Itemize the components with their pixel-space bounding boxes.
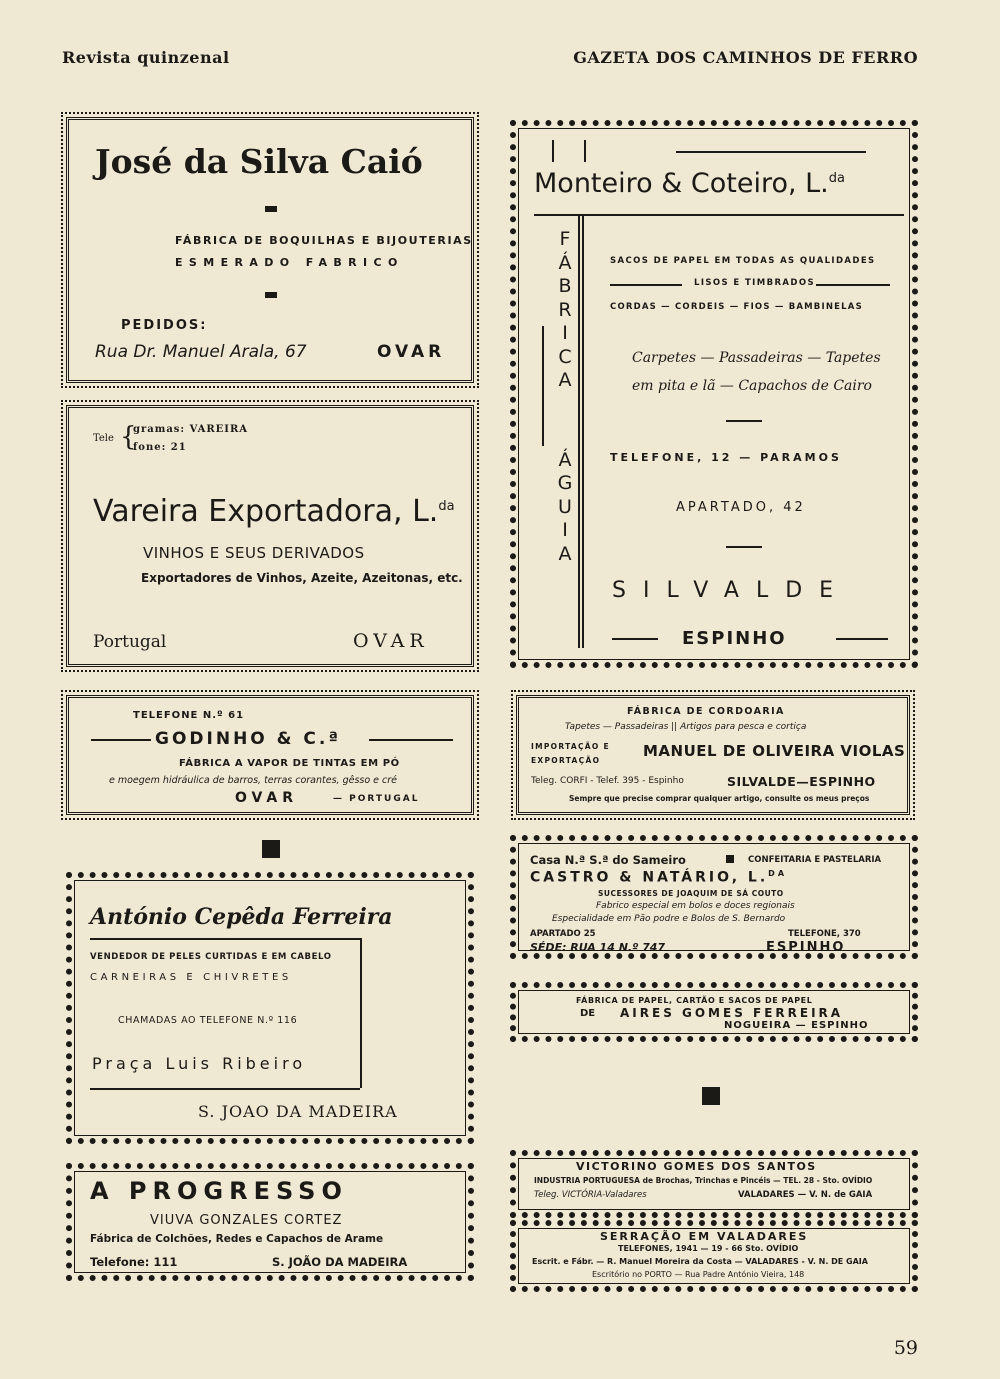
- city: S. JOAO DA MADEIRA: [198, 1102, 398, 1121]
- ad-manuel-de-oliveira-violas: [516, 695, 910, 815]
- tele-label: Tele: [93, 433, 114, 444]
- city: NOGUEIRA — ESPINHO: [724, 1020, 869, 1031]
- separator-square: [702, 1087, 720, 1105]
- note: Sempre que precise comprar qualquer artigo, consulte os meus preços: [569, 794, 870, 803]
- address: Praça Luis Ribeiro: [92, 1054, 307, 1073]
- import: IMPORTAÇÃO E: [531, 742, 610, 751]
- city: S. JOÃO DA MADEIRA: [272, 1255, 408, 1269]
- company-name: António Cepêda Ferreira: [90, 904, 393, 930]
- separator-square: [262, 840, 280, 858]
- company-name: AIRES GOMES FERREIRA: [620, 1006, 844, 1020]
- phone: fone: 21: [133, 442, 187, 453]
- city: OVAR: [377, 342, 446, 362]
- company-name: Monteiro & Coteiro, L.$^{da}$: [534, 168, 845, 199]
- line-sacos: SACOS DE PAPEL EM TODAS AS QUALIDADES: [610, 256, 876, 266]
- line-cordas: CORDAS — CORDEIS — FIOS — BAMBINELAS: [610, 302, 863, 312]
- telegram: gramas: VAREIRA: [133, 424, 249, 435]
- activity: FÁBRICA DE BOQUILHAS E BIJOUTERIAS: [175, 234, 473, 247]
- page-number: 59: [893, 1337, 918, 1359]
- company-name: SERRAÇÃO EM VALADARES: [600, 1230, 809, 1243]
- city: SILVALDE—ESPINHO: [727, 774, 876, 789]
- header-left: Revista quinzenal: [62, 48, 230, 67]
- ad-jose-da-silva-caio: [66, 117, 474, 383]
- address: Rua Dr. Manuel Arala, 67: [95, 342, 307, 362]
- activity: Fábrica de Colchões, Redes e Capachos de Arame: [90, 1233, 384, 1245]
- line-carpetes: Carpetes — Passadeiras — Tapetes: [632, 350, 881, 366]
- ad-a-progresso: [66, 1163, 474, 1281]
- company-name: VICTORINO GOMES DOS SANTOS: [576, 1160, 817, 1173]
- country: Portugal: [93, 632, 167, 652]
- phone: Telefone: 111: [90, 1255, 178, 1269]
- company-name: MANUEL DE OLIVEIRA VIOLAS: [643, 742, 906, 760]
- company-name: Vareira Exportadora, L.$^{da}$: [93, 494, 455, 529]
- owner: VIUVA GONZALES CORTEZ: [150, 1213, 343, 1228]
- vertical-label: F Á B R I C A Á G U I A: [557, 228, 573, 565]
- shop-type: CONFEITARIA E PASTELARIA: [748, 855, 882, 865]
- city: OVAR: [235, 790, 299, 806]
- ad-monteiro-coteiro: [510, 120, 918, 668]
- telegram: Teleg. CORFI - Telef. 395 - Espinho: [531, 776, 684, 786]
- ad-vareira-exportadora: Tele { gramas: VAREIRA fone: 21 Vareira Exportadora, L.$^{da}$ VINHOS E SEUS DERIVADOS Exportadores de Vinhos, Azeite, Azeitonas, etc. Portugal OVAR: [66, 405, 474, 667]
- products: Exportadores de Vinhos, Azeite, Azeitonas, etc.: [141, 571, 463, 585]
- specialty: Fabrico especial em bolos e doces regionais: [596, 901, 795, 911]
- country: — PORTUGAL: [333, 794, 420, 804]
- address: SÉDE: RUA 14 N.º 747: [530, 941, 666, 954]
- city: ESPINHO: [682, 628, 787, 649]
- description: e moegem hidráulica de barros, terras corantes, gêsso e cré: [109, 775, 398, 786]
- name-suffix: da: [828, 171, 845, 186]
- phones: TELEFONES, 1941 — 19 - 66 Sto. OVÍDIO: [618, 1244, 799, 1253]
- line-lisos: LISOS E TIMBRADOS: [694, 278, 815, 288]
- products: CARNEIRAS E CHIVRETES: [90, 972, 292, 983]
- office: Escritório no PORTO — Rua Padre António Vieira, 148: [592, 1270, 805, 1279]
- name-suffix: da: [438, 499, 455, 514]
- line-pita: em pita e lã — Capachos de Cairo: [632, 378, 872, 394]
- activity: FÁBRICA A VAPOR DE TINTAS EM PÓ: [179, 758, 400, 769]
- ad-serracao-em-valadares: [510, 1220, 918, 1292]
- successors: SUCESSORES DE JOAQUIM DE SÁ COUTO: [598, 889, 784, 898]
- city: VALADARES — V. N. de GAIA: [738, 1190, 873, 1200]
- city: OVAR: [353, 630, 429, 652]
- quality: ESMERADO FABRICO: [175, 256, 404, 269]
- ad-castro-natario: [510, 835, 918, 959]
- de: DE: [580, 1008, 596, 1019]
- phone: CHAMADAS AO TELEFONE N.º 116: [118, 1015, 298, 1026]
- specialty-2: Especialidade em Pão podre e Bolos de S. Bernardo: [552, 914, 786, 924]
- ad-victorino-gomes-dos-santos: [510, 1150, 918, 1218]
- postbox: APARTADO, 42: [676, 500, 806, 515]
- activity: INDUSTRIA PORTUGUESA de Brochas, Trinchas e Pincéis — TEL. 28 - Sto. OVÍDIO: [534, 1176, 873, 1185]
- phone: TELEFONE N.º 61: [133, 710, 245, 721]
- title: FÁBRICA DE CORDOARIA: [627, 706, 785, 717]
- activity: FÁBRICA DE PAPEL, CARTÃO E SACOS DE PAPEL: [576, 996, 813, 1005]
- company-name: A PROGRESSO: [90, 1177, 348, 1205]
- ad-antonio-cepeda-ferreira: [66, 872, 474, 1144]
- phone: TELEFONE, 370: [788, 929, 861, 939]
- address: Escrit. e Fábr. — R. Manuel Moreira da Costa — VALADARES - V. N. DE GAIA: [532, 1257, 868, 1266]
- ad-godinho: [66, 695, 474, 815]
- activity: VENDEDOR DE PELES CURTIDAS E EM CABELO: [90, 952, 332, 962]
- activity: VINHOS E SEUS DERIVADOS: [143, 544, 365, 562]
- separator: [265, 292, 277, 298]
- company-name: GODINHO & C.ª: [155, 729, 341, 749]
- separator: [265, 206, 277, 212]
- ad-aires-gomes-ferreira: [510, 982, 918, 1042]
- city: ESPINHO: [766, 940, 846, 955]
- company-name: José da Silva Caió: [95, 142, 423, 181]
- export: EXPORTAÇÃO: [531, 756, 601, 765]
- telegram: Teleg. VICTÓRIA-Valadares: [534, 1190, 647, 1200]
- town: SILVALDE: [612, 578, 851, 603]
- orders-label: PEDIDOS:: [121, 318, 208, 333]
- name-suffix: DA: [768, 869, 788, 878]
- header-right: GAZETA DOS CAMINHOS DE FERRO: [573, 48, 918, 67]
- company-name: CASTRO & NATÁRIO, L.$^{DA}$: [530, 869, 788, 886]
- shop-name: Casa N.ª S.ª do Sameiro: [530, 853, 686, 867]
- subtitle: Tapetes — Passadeiras || Artigos para pesca e cortiça: [565, 722, 807, 732]
- phone: TELEFONE, 12 — PARAMOS: [610, 451, 842, 464]
- postbox: APARTADO 25: [530, 929, 596, 939]
